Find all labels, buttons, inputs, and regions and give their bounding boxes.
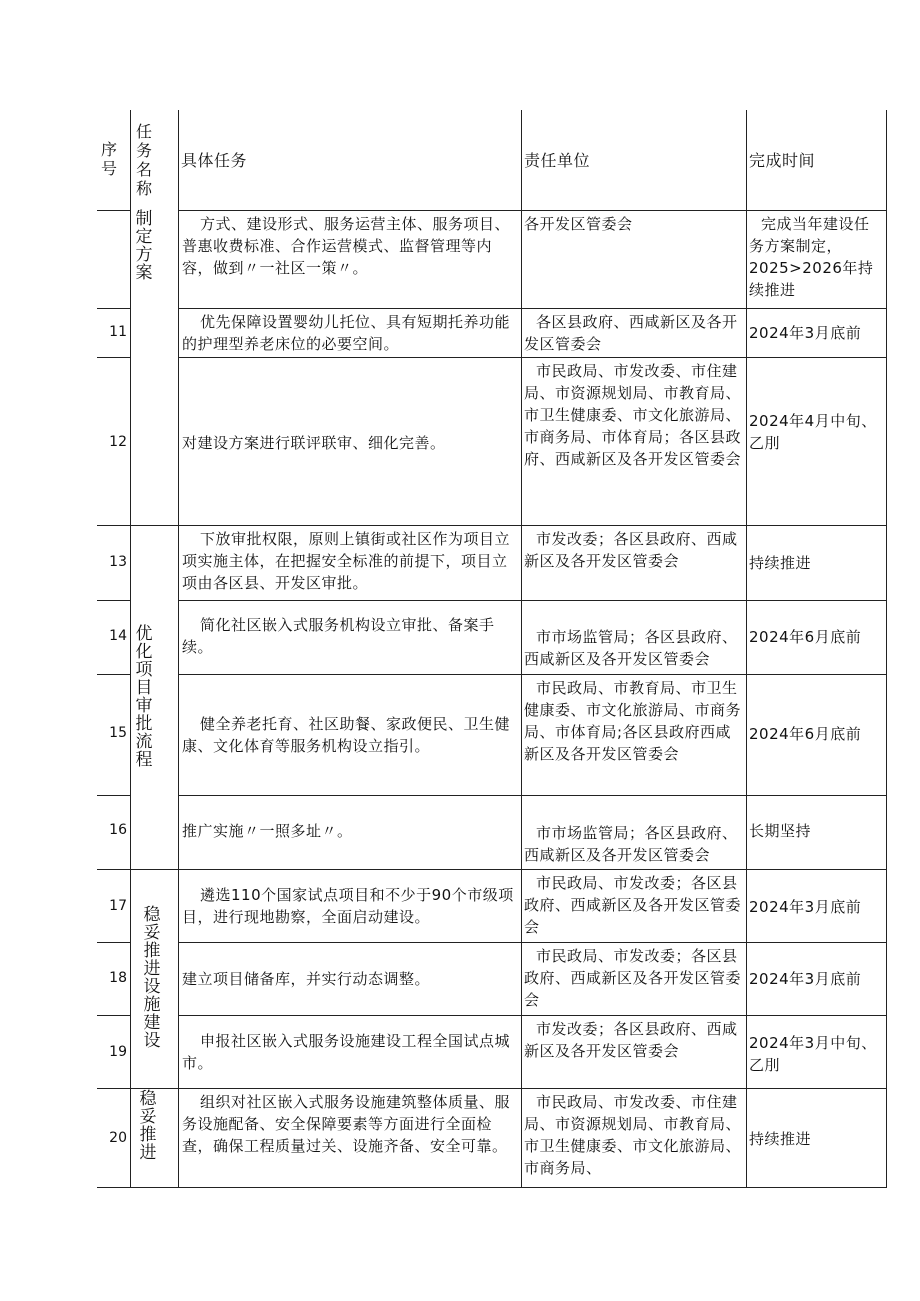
row-number: 11: [109, 324, 127, 340]
table-row-task: 对建设方案进行联评联审、细化完善。: [182, 434, 446, 452]
row-number: 14: [109, 628, 127, 644]
row-number: 15: [109, 725, 127, 741]
table-row-time: 完成当年建设任务方案制定，2025>2026年持续推进: [749, 215, 874, 299]
table-row-time: 2024年6月底前: [749, 628, 862, 646]
table-row-task: 简化社区嵌入式服务机构设立审批、备案手续。: [182, 616, 495, 656]
table-row-time: 持续推进: [749, 554, 812, 572]
table-row-time: 2024年3月底前: [749, 324, 862, 342]
table-row-unit: 市发改委；各区县政府、西咸新区及各开发区管委会: [524, 1020, 738, 1060]
header-completion-time: 完成时间: [749, 151, 816, 170]
table-row-task: 建立项目储备库，并实行动态调整。: [182, 970, 431, 988]
table-row-unit: 市民政局、市教育局、市卫生健康委、市文化旅游局、市商务局、市体育局;各区县政府西咸新区及各开发区管委会: [524, 679, 742, 763]
table-row-time: 2024年6月底前: [749, 725, 862, 743]
table-row-time: 2024年3月底前: [749, 898, 862, 916]
table-row-time: 持续推进: [749, 1130, 812, 1148]
table-row-time: 2024年3月中旬、乙刖: [749, 1034, 877, 1074]
table-row-task: 下放审批权限，原则上镇街或社区作为项目立项实施主体，在把握安全标准的前提下，项目立项由各区县、开发区审批。: [182, 530, 511, 592]
row-number: 18: [109, 970, 127, 986]
table-row-unit: 各开发区管委会: [524, 215, 633, 233]
header-task-name: 任务名称: [135, 122, 152, 198]
row-number: 20: [109, 1130, 127, 1146]
table-row-time: 2024年3月底前: [749, 970, 862, 988]
row-number: 19: [109, 1044, 127, 1060]
header-responsible-unit: 责任单位: [524, 151, 591, 170]
table-row-unit: 市民政局、市发改委；各区县政府、西咸新区及各开发区管委会: [524, 874, 742, 936]
group-label-plan: 制定方案: [135, 209, 153, 283]
row-number: 12: [109, 434, 127, 450]
table-row-task: 健全养老托育、社区助餐、家政便民、卫生健康、文化体育等服务机构设立指引。: [182, 715, 511, 755]
table-row-task: 推广实施〃一照多址〃。: [182, 822, 353, 840]
group-label-advance: 稳妥推进: [139, 1089, 157, 1163]
group-label-construction: 稳妥推进设施建设: [143, 905, 161, 1051]
row-number: 13: [109, 554, 127, 570]
table-row-time: 长期坚持: [749, 822, 812, 840]
table-row-unit: 市市场监管局；各区县政府、西咸新区及各开发区管委会: [524, 628, 738, 668]
group-label-approval: 优化项目审批流程: [135, 624, 153, 770]
table-row-task: 优先保障设置婴幼儿托位、具有短期托养功能的护理型养老床位的必要空间。: [182, 313, 511, 353]
table-row-unit: 各区县政府、西咸新区及各开发区管委会: [524, 313, 738, 353]
header-seq: 序号: [100, 140, 117, 178]
row-number: 16: [109, 822, 127, 838]
table-row-unit: 市民政局、市发改委、市住建局、市资源规划局、市教育局、市卫生健康委、市文化旅游局、市商务局、: [524, 1093, 742, 1177]
table-row-unit: 市民政局、市发改委、市住建局、市资源规划局、市教育局、市卫生健康委、市文化旅游局、市商务局、市体育局；各区县政府、西咸新区及各开发区管委会: [524, 362, 742, 468]
table-row-time: 2024年4月中旬、乙刖: [749, 412, 877, 452]
table-row-unit: 市市场监管局；各区县政府、西咸新区及各开发区管委会: [524, 824, 738, 864]
table-row-unit: 市发改委；各区县政府、西咸新区及各开发区管委会: [524, 530, 738, 570]
header-specific-task: 具体任务: [181, 151, 248, 170]
row-number: 17: [109, 898, 127, 914]
table-row-task: 遴选110个国家试点项目和不少于90个市级项目，进行现地勘察，全面启动建设。: [182, 886, 514, 926]
table-row-task: 申报社区嵌入式服务设施建设工程全国试点城市。: [182, 1032, 511, 1072]
table-row-task: 组织对社区嵌入式服务设施建筑整体质量、服务设施配备、安全保障要素等方面进行全面检查，确保工程质量过关、设施齐备、安全可靠。: [182, 1093, 511, 1155]
table-row-unit: 市民政局、市发改委；各区县政府、西咸新区及各开发区管委会: [524, 947, 742, 1009]
table-row-task: 方式、建设形式、服务运营主体、服务项目、普惠收费标准、合作运营模式、监督管理等内容，做到〃一社区一策〃。: [182, 215, 511, 277]
